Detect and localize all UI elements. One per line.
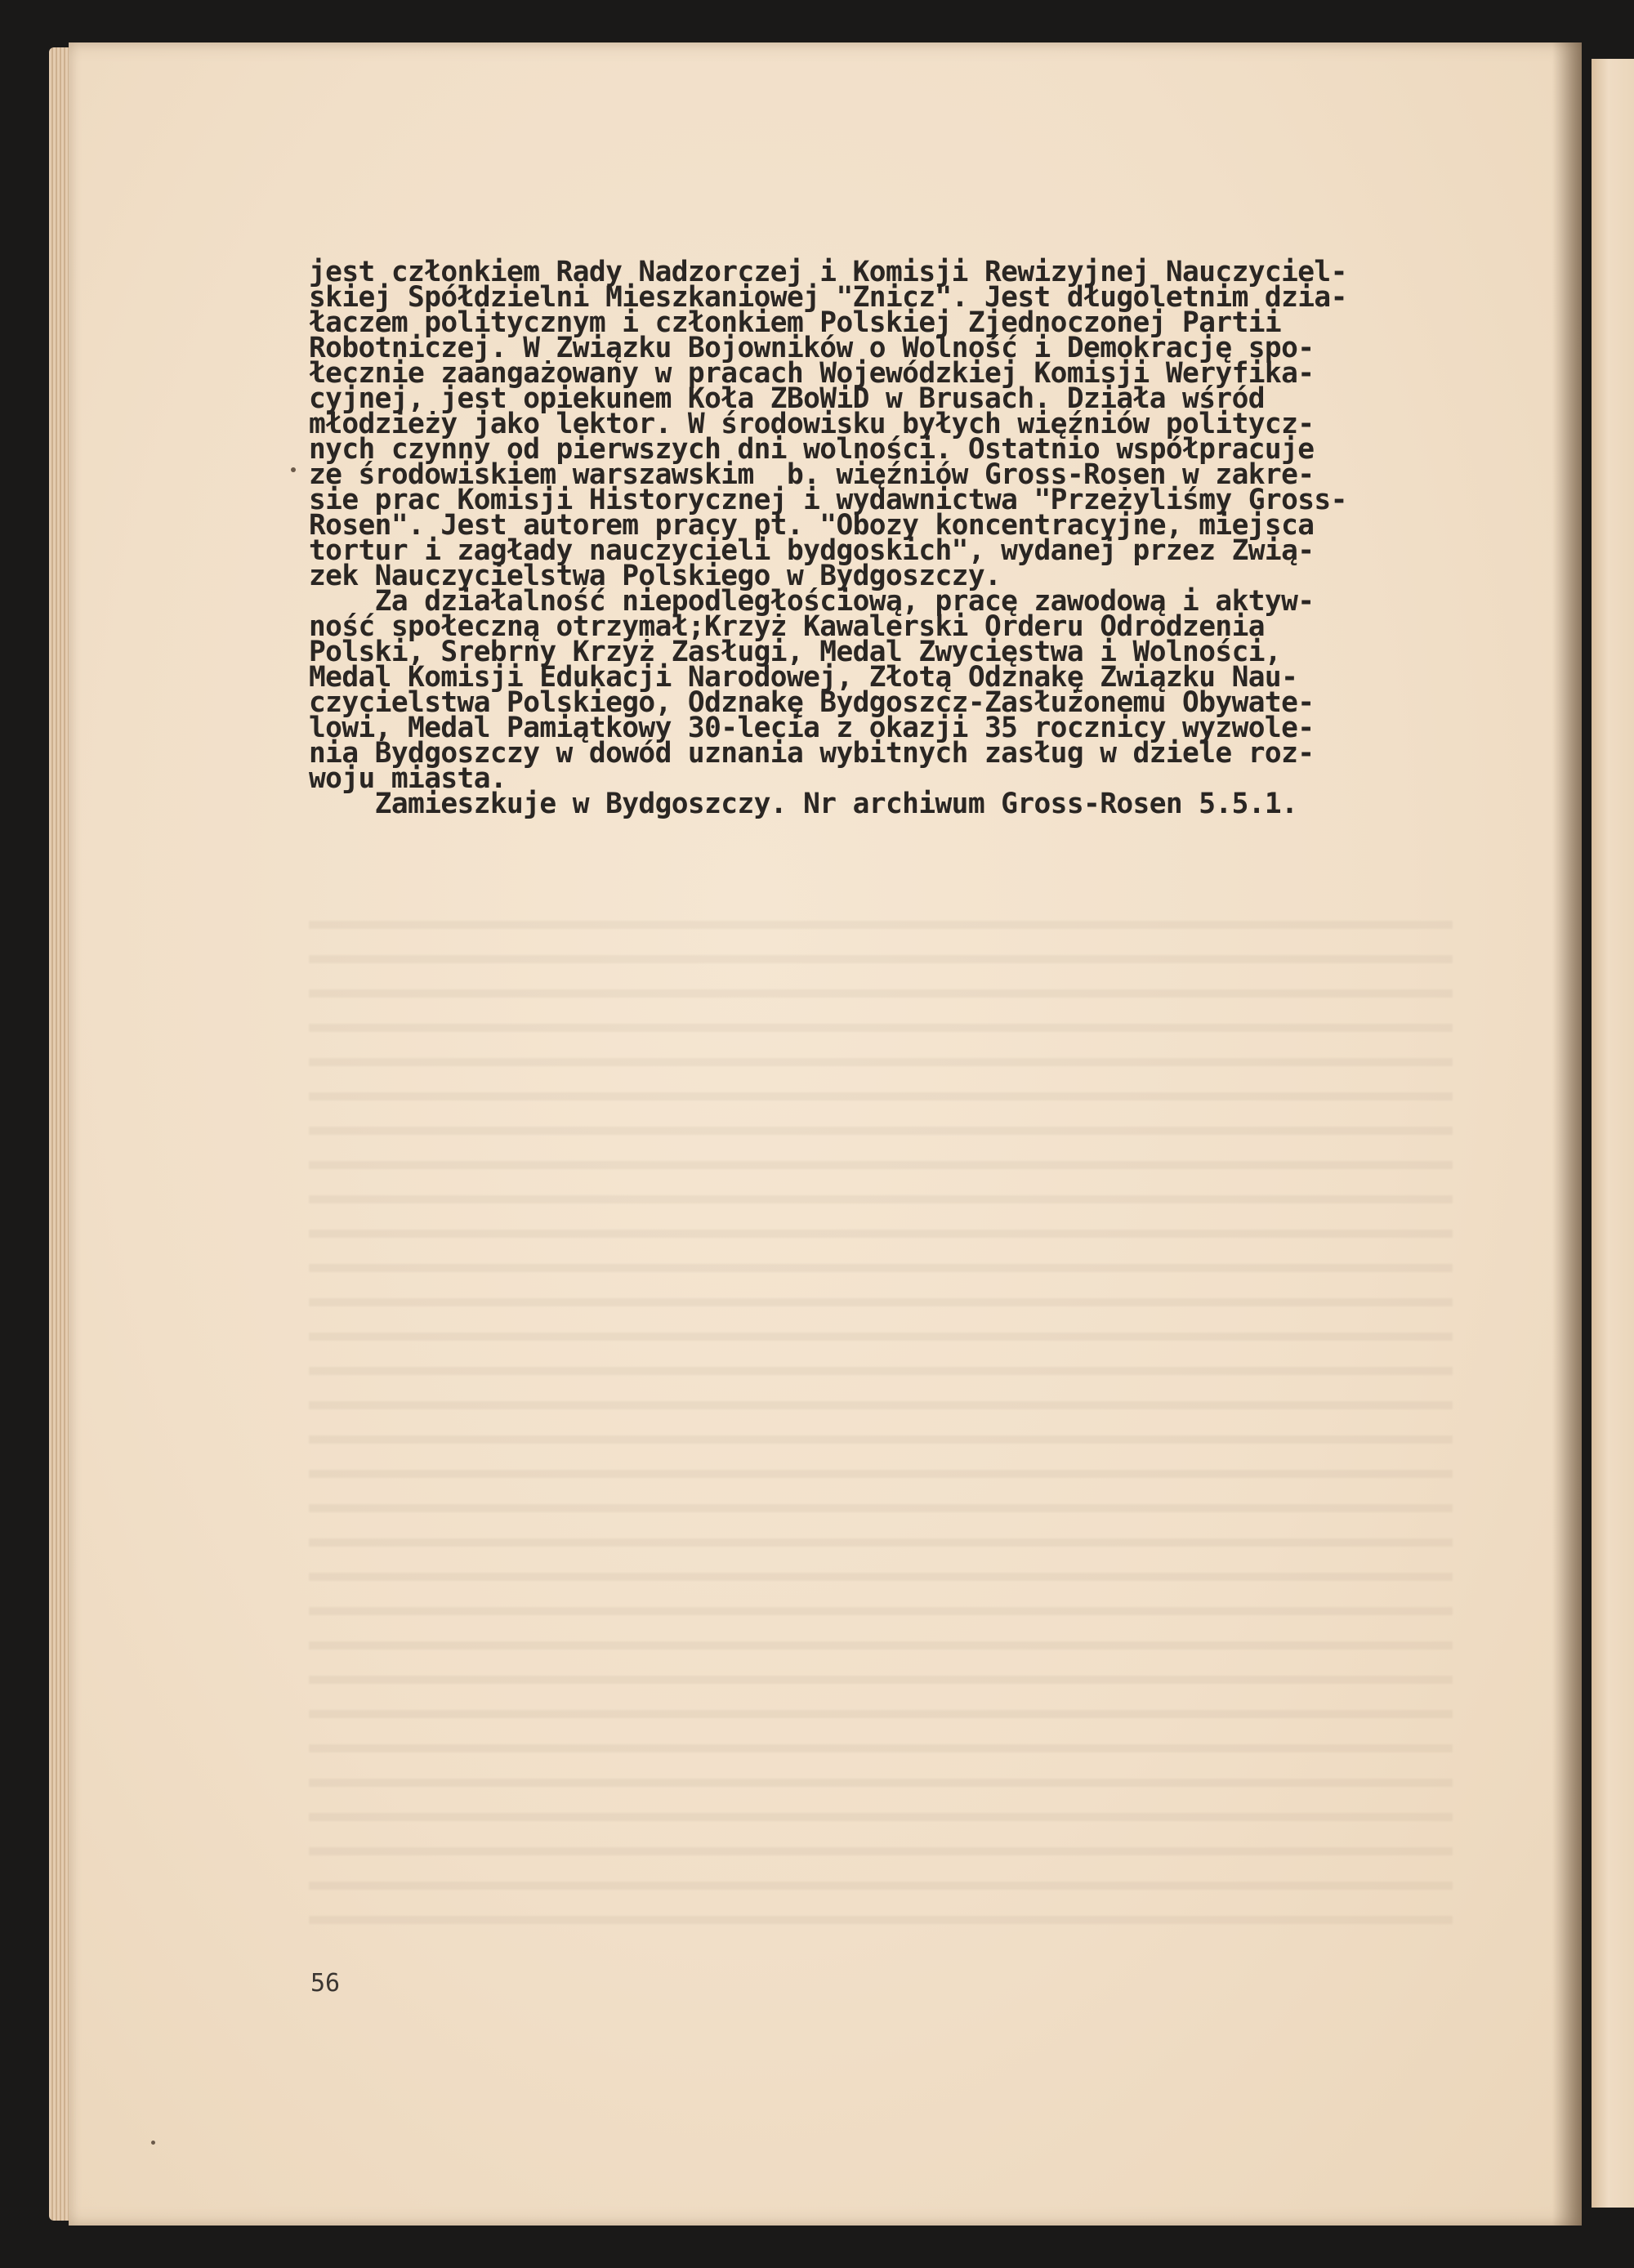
text-line: Polski, Srebrny Krzyż Zasługi, Medal Zwycięstwa i Wolności, bbox=[309, 636, 1282, 668]
text-line: zek Nauczycielstwa Polskiego w Bydgoszczy. bbox=[309, 560, 1002, 592]
text-line: skiej Spółdzielni Mieszkaniowej "Znicz". Jest długoletnim dzia- bbox=[309, 281, 1347, 314]
text-line: jest członkiem Rady Nadzorczej i Komisji Rewizyjnej Nauczyciel- bbox=[309, 256, 1347, 288]
text-line: ze środowiskiem warszawskim b. więźniów Gross-Rosen w zakre- bbox=[309, 458, 1315, 491]
paper-speck bbox=[151, 2141, 155, 2145]
page-number: 56 bbox=[310, 1969, 341, 1998]
text-line: Medal Komisji Edukacji Narodowej, Złotą Odznakę Związku Nau- bbox=[309, 661, 1298, 694]
text-line: nych czynny od pierwszych dni wolności. Ostatnio współpracuje bbox=[309, 433, 1315, 466]
text-line: łaczem politycznym i członkiem Polskiej Zjednoczonej Partii bbox=[309, 306, 1282, 339]
text-line: czycielstwa Polskiego, Odznakę Bydgoszcz-Zasłużonemu Obywate- bbox=[309, 686, 1315, 719]
text-line: ność społeczną otrzymał;Krzyż Kawalerski Orderu Odrodzenia bbox=[309, 610, 1265, 643]
body-text bbox=[309, 256, 1502, 820]
reverse-side-show-through bbox=[309, 903, 1453, 1932]
text-line: tortur i zagłady nauczycieli bydgoskich", wydanej przez Zwią- bbox=[309, 534, 1315, 567]
binding-gutter-shadow bbox=[1552, 42, 1582, 2226]
text-line: Zamieszkuje w Bydgoszczy. Nr archiwum Gross-Rosen 5.5.1. bbox=[309, 788, 1298, 820]
text-line: lowi, Medal Pamiątkowy 30-lecia z okazji 35 rocznicy wyzwole- bbox=[309, 712, 1315, 744]
text-line: cyjnej, jest opiekunem Koła ZBoWiD w Brusach. Działa wśród bbox=[309, 382, 1265, 415]
text-line: łecznie zaangażowany w pracach Wojewódzkiej Komisji Weryfika- bbox=[309, 357, 1315, 390]
text-line: Za działalność niepodległościową, pracę zawodową i aktyw- bbox=[309, 585, 1315, 618]
text-line: woju miasta. bbox=[309, 762, 507, 795]
next-page-edge bbox=[1592, 59, 1634, 2208]
text-line: Robotniczej. W Związku Bojowników o Wolność i Demokrację spo- bbox=[309, 332, 1315, 364]
text-line: Rosen". Jest autorem pracy pt. "Obozy koncentracyjne, miejsca bbox=[309, 509, 1315, 542]
text-line: młodzieży jako lektor. W środowisku byłych więźniów politycz- bbox=[309, 408, 1315, 440]
paper-speck bbox=[291, 467, 296, 472]
text-line: nia Bydgoszczy w dowód uznania wybitnych zasług w dziele roz- bbox=[309, 737, 1315, 770]
text-line: sie prac Komisji Historycznej i wydawnictwa "Przeżyliśmy Gross- bbox=[309, 484, 1347, 516]
